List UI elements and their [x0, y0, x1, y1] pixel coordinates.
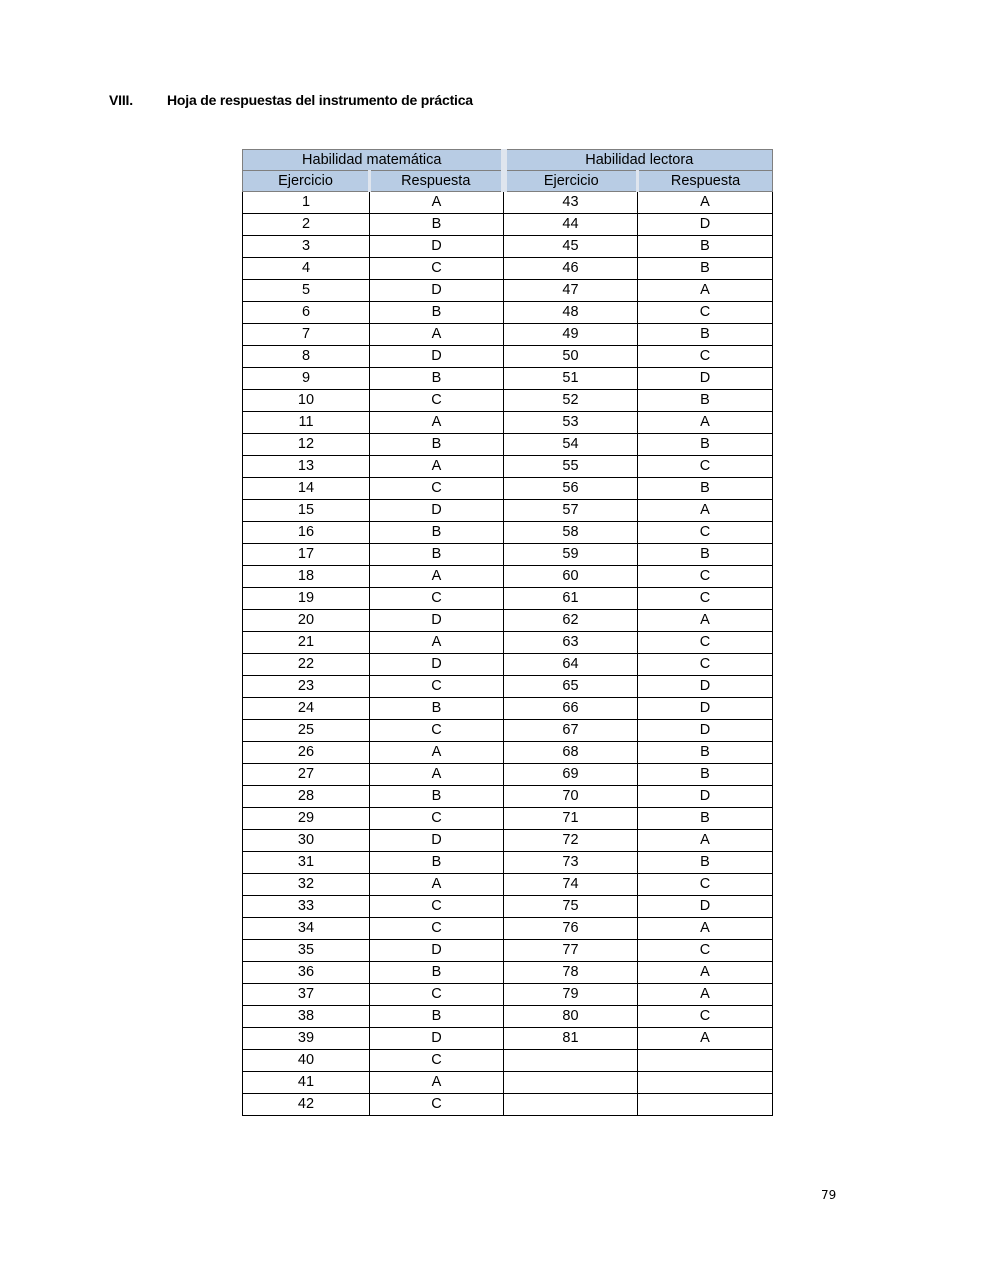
math-answer-cell: A: [370, 192, 504, 214]
section-number: VIII.: [109, 92, 133, 108]
table-row: [243, 610, 773, 632]
reading-exercise-cell: 68: [504, 742, 638, 764]
math-answer-cell: C: [370, 984, 504, 1006]
math-answer-cell: A: [370, 1072, 504, 1094]
math-exercise-cell: 37: [243, 984, 370, 1006]
math-answer-cell: D: [370, 280, 504, 302]
math-exercise-cell: 9: [243, 368, 370, 390]
reading-answer-cell: B: [638, 808, 773, 830]
reading-exercise-cell: 48: [504, 302, 638, 324]
reading-answer-cell: D: [638, 676, 773, 698]
math-answer-cell: A: [370, 742, 504, 764]
table-row: [243, 236, 773, 258]
reading-exercise-cell: 66: [504, 698, 638, 720]
group-header-row: [243, 150, 773, 171]
math-answer-header: Respuesta: [370, 171, 504, 192]
reading-answer-cell: [638, 1050, 773, 1072]
table-row: [243, 764, 773, 786]
reading-answer-cell: A: [638, 610, 773, 632]
table-row: [243, 874, 773, 896]
math-answer-cell: B: [370, 786, 504, 808]
math-exercise-cell: 10: [243, 390, 370, 412]
reading-exercise-cell: 47: [504, 280, 638, 302]
math-exercise-cell: 23: [243, 676, 370, 698]
math-exercise-cell: 27: [243, 764, 370, 786]
section-heading: [109, 91, 473, 109]
reading-answer-cell: C: [638, 654, 773, 676]
table-row: [243, 940, 773, 962]
reading-exercise-cell: 78: [504, 962, 638, 984]
table-row: [243, 984, 773, 1006]
reading-exercise-cell: 63: [504, 632, 638, 654]
table-row: [243, 368, 773, 390]
math-exercise-cell: 1: [243, 192, 370, 214]
math-exercise-cell: 39: [243, 1028, 370, 1050]
reading-exercise-cell: 52: [504, 390, 638, 412]
math-answer-cell: D: [370, 500, 504, 522]
reading-exercise-cell: 77: [504, 940, 638, 962]
reading-answer-cell: A: [638, 962, 773, 984]
table-row: [243, 1028, 773, 1050]
reading-answer-cell: C: [638, 302, 773, 324]
reading-exercise-cell: 69: [504, 764, 638, 786]
reading-answer-cell: A: [638, 984, 773, 1006]
section-title: Hoja de respuestas del instrumento de práctica: [167, 92, 473, 108]
page-number: 79: [821, 1188, 837, 1202]
reading-answer-cell: B: [638, 544, 773, 566]
table-row: [243, 830, 773, 852]
reading-answer-cell: D: [638, 720, 773, 742]
table-row: [243, 346, 773, 368]
table-row: [243, 214, 773, 236]
reading-answer-cell: [638, 1094, 773, 1116]
reading-exercise-cell: 62: [504, 610, 638, 632]
column-header-row: [243, 171, 773, 192]
math-exercise-cell: 36: [243, 962, 370, 984]
reading-answer-cell: C: [638, 456, 773, 478]
math-exercise-cell: 38: [243, 1006, 370, 1028]
table-row: [243, 896, 773, 918]
math-exercise-cell: 5: [243, 280, 370, 302]
math-answer-cell: A: [370, 324, 504, 346]
math-exercise-cell: 6: [243, 302, 370, 324]
reading-answer-cell: A: [638, 192, 773, 214]
table-row: [243, 742, 773, 764]
reading-exercise-cell: 59: [504, 544, 638, 566]
reading-exercise-cell: 58: [504, 522, 638, 544]
math-answer-cell: C: [370, 720, 504, 742]
reading-answer-cell: [638, 1072, 773, 1094]
answer-key-table: [242, 149, 773, 1116]
math-answer-cell: B: [370, 698, 504, 720]
math-answer-cell: C: [370, 478, 504, 500]
reading-answer-cell: C: [638, 566, 773, 588]
math-exercise-cell: 31: [243, 852, 370, 874]
math-exercise-cell: 32: [243, 874, 370, 896]
reading-answer-cell: C: [638, 632, 773, 654]
table-row: [243, 720, 773, 742]
table-row: [243, 1050, 773, 1072]
table-row: [243, 324, 773, 346]
math-answer-cell: B: [370, 368, 504, 390]
table-row: [243, 412, 773, 434]
math-answer-cell: A: [370, 874, 504, 896]
math-exercise-cell: 15: [243, 500, 370, 522]
table-row: [243, 258, 773, 280]
math-answer-cell: C: [370, 676, 504, 698]
table-row: [243, 588, 773, 610]
reading-answer-cell: A: [638, 412, 773, 434]
reading-exercise-cell: 49: [504, 324, 638, 346]
reading-exercise-cell: 51: [504, 368, 638, 390]
reading-exercise-cell: 61: [504, 588, 638, 610]
reading-exercise-cell: 50: [504, 346, 638, 368]
table-row: [243, 500, 773, 522]
math-exercise-cell: 20: [243, 610, 370, 632]
math-answer-cell: C: [370, 1050, 504, 1072]
math-exercise-cell: 22: [243, 654, 370, 676]
table-row: [243, 1094, 773, 1116]
math-answer-cell: D: [370, 236, 504, 258]
reading-answer-cell: C: [638, 1006, 773, 1028]
reading-exercise-cell: 44: [504, 214, 638, 236]
reading-exercise-cell: 72: [504, 830, 638, 852]
math-answer-cell: B: [370, 522, 504, 544]
reading-exercise-cell: [504, 1050, 638, 1072]
reading-answer-cell: D: [638, 698, 773, 720]
math-exercise-cell: 34: [243, 918, 370, 940]
reading-answer-cell: A: [638, 830, 773, 852]
math-answer-cell: D: [370, 830, 504, 852]
math-exercise-cell: 19: [243, 588, 370, 610]
table-row: [243, 566, 773, 588]
math-exercise-cell: 21: [243, 632, 370, 654]
math-answer-cell: A: [370, 456, 504, 478]
reading-exercise-cell: 55: [504, 456, 638, 478]
reading-exercise-cell: 56: [504, 478, 638, 500]
table-row: [243, 478, 773, 500]
reading-exercise-cell: 80: [504, 1006, 638, 1028]
math-answer-cell: D: [370, 654, 504, 676]
math-answer-cell: B: [370, 434, 504, 456]
reading-exercise-cell: 79: [504, 984, 638, 1006]
reading-answer-header: Respuesta: [638, 171, 773, 192]
math-answer-cell: C: [370, 390, 504, 412]
math-group-header: Habilidad matemática: [243, 150, 504, 171]
reading-answer-cell: C: [638, 346, 773, 368]
table-row: [243, 786, 773, 808]
reading-exercise-cell: 53: [504, 412, 638, 434]
table-row: [243, 434, 773, 456]
reading-answer-cell: A: [638, 280, 773, 302]
reading-exercise-cell: 71: [504, 808, 638, 830]
math-answer-cell: B: [370, 852, 504, 874]
reading-exercise-cell: 81: [504, 1028, 638, 1050]
math-exercise-cell: 12: [243, 434, 370, 456]
reading-answer-cell: D: [638, 786, 773, 808]
math-answer-cell: C: [370, 896, 504, 918]
table-row: [243, 962, 773, 984]
table-row: [243, 456, 773, 478]
math-answer-cell: C: [370, 808, 504, 830]
reading-answer-cell: D: [638, 368, 773, 390]
math-exercise-cell: 4: [243, 258, 370, 280]
reading-exercise-cell: [504, 1094, 638, 1116]
table-row: [243, 698, 773, 720]
math-answer-cell: B: [370, 544, 504, 566]
reading-exercise-cell: 45: [504, 236, 638, 258]
reading-answer-cell: A: [638, 1028, 773, 1050]
reading-answer-cell: C: [638, 874, 773, 896]
math-answer-cell: C: [370, 918, 504, 940]
table-row: [243, 302, 773, 324]
reading-exercise-cell: 74: [504, 874, 638, 896]
reading-answer-cell: B: [638, 764, 773, 786]
math-exercise-cell: 7: [243, 324, 370, 346]
math-exercise-cell: 13: [243, 456, 370, 478]
math-exercise-cell: 29: [243, 808, 370, 830]
table-row: [243, 280, 773, 302]
reading-exercise-cell: 46: [504, 258, 638, 280]
math-exercise-cell: 40: [243, 1050, 370, 1072]
math-exercise-cell: 28: [243, 786, 370, 808]
table-row: [243, 852, 773, 874]
reading-answer-cell: D: [638, 214, 773, 236]
table-row: [243, 1072, 773, 1094]
math-exercise-header: Ejercicio: [243, 171, 370, 192]
math-exercise-cell: 35: [243, 940, 370, 962]
reading-answer-cell: C: [638, 522, 773, 544]
reading-exercise-cell: 64: [504, 654, 638, 676]
math-answer-cell: D: [370, 346, 504, 368]
table-row: [243, 632, 773, 654]
reading-exercise-cell: 57: [504, 500, 638, 522]
math-answer-cell: D: [370, 940, 504, 962]
table-row: [243, 808, 773, 830]
math-answer-cell: B: [370, 302, 504, 324]
math-answer-cell: B: [370, 214, 504, 236]
reading-exercise-cell: 54: [504, 434, 638, 456]
reading-exercise-cell: [504, 1072, 638, 1094]
table-row: [243, 390, 773, 412]
math-exercise-cell: 26: [243, 742, 370, 764]
reading-answer-cell: B: [638, 852, 773, 874]
table-row: [243, 1006, 773, 1028]
math-answer-cell: B: [370, 962, 504, 984]
reading-exercise-cell: 67: [504, 720, 638, 742]
reading-answer-cell: B: [638, 258, 773, 280]
math-answer-cell: A: [370, 412, 504, 434]
math-exercise-cell: 3: [243, 236, 370, 258]
math-exercise-cell: 16: [243, 522, 370, 544]
math-exercise-cell: 2: [243, 214, 370, 236]
table-row: [243, 918, 773, 940]
math-answer-cell: C: [370, 588, 504, 610]
reading-answer-cell: A: [638, 500, 773, 522]
reading-answer-cell: B: [638, 478, 773, 500]
reading-exercise-cell: 73: [504, 852, 638, 874]
math-exercise-cell: 24: [243, 698, 370, 720]
table-row: [243, 676, 773, 698]
math-answer-cell: C: [370, 1094, 504, 1116]
math-exercise-cell: 17: [243, 544, 370, 566]
table-row: [243, 192, 773, 214]
math-answer-cell: A: [370, 632, 504, 654]
math-answer-cell: A: [370, 566, 504, 588]
table-body: [243, 192, 773, 1116]
table-header: [243, 150, 773, 192]
math-exercise-cell: 11: [243, 412, 370, 434]
reading-exercise-cell: 65: [504, 676, 638, 698]
math-exercise-cell: 14: [243, 478, 370, 500]
reading-answer-cell: D: [638, 896, 773, 918]
math-exercise-cell: 33: [243, 896, 370, 918]
math-answer-cell: B: [370, 1006, 504, 1028]
reading-answer-cell: C: [638, 588, 773, 610]
math-exercise-cell: 41: [243, 1072, 370, 1094]
math-exercise-cell: 18: [243, 566, 370, 588]
reading-answer-cell: B: [638, 742, 773, 764]
math-exercise-cell: 30: [243, 830, 370, 852]
math-answer-cell: D: [370, 610, 504, 632]
reading-exercise-cell: 43: [504, 192, 638, 214]
reading-answer-cell: B: [638, 390, 773, 412]
table-row: [243, 654, 773, 676]
reading-answer-cell: C: [638, 940, 773, 962]
reading-exercise-cell: 70: [504, 786, 638, 808]
math-answer-cell: C: [370, 258, 504, 280]
reading-exercise-header: Ejercicio: [504, 171, 638, 192]
reading-answer-cell: B: [638, 236, 773, 258]
reading-group-header: Habilidad lectora: [504, 150, 773, 171]
math-answer-cell: A: [370, 764, 504, 786]
table-row: [243, 522, 773, 544]
math-exercise-cell: 8: [243, 346, 370, 368]
math-exercise-cell: 42: [243, 1094, 370, 1116]
reading-exercise-cell: 75: [504, 896, 638, 918]
reading-answer-cell: A: [638, 918, 773, 940]
reading-exercise-cell: 76: [504, 918, 638, 940]
table-row: [243, 544, 773, 566]
reading-answer-cell: B: [638, 434, 773, 456]
math-exercise-cell: 25: [243, 720, 370, 742]
reading-exercise-cell: 60: [504, 566, 638, 588]
reading-answer-cell: B: [638, 324, 773, 346]
math-answer-cell: D: [370, 1028, 504, 1050]
